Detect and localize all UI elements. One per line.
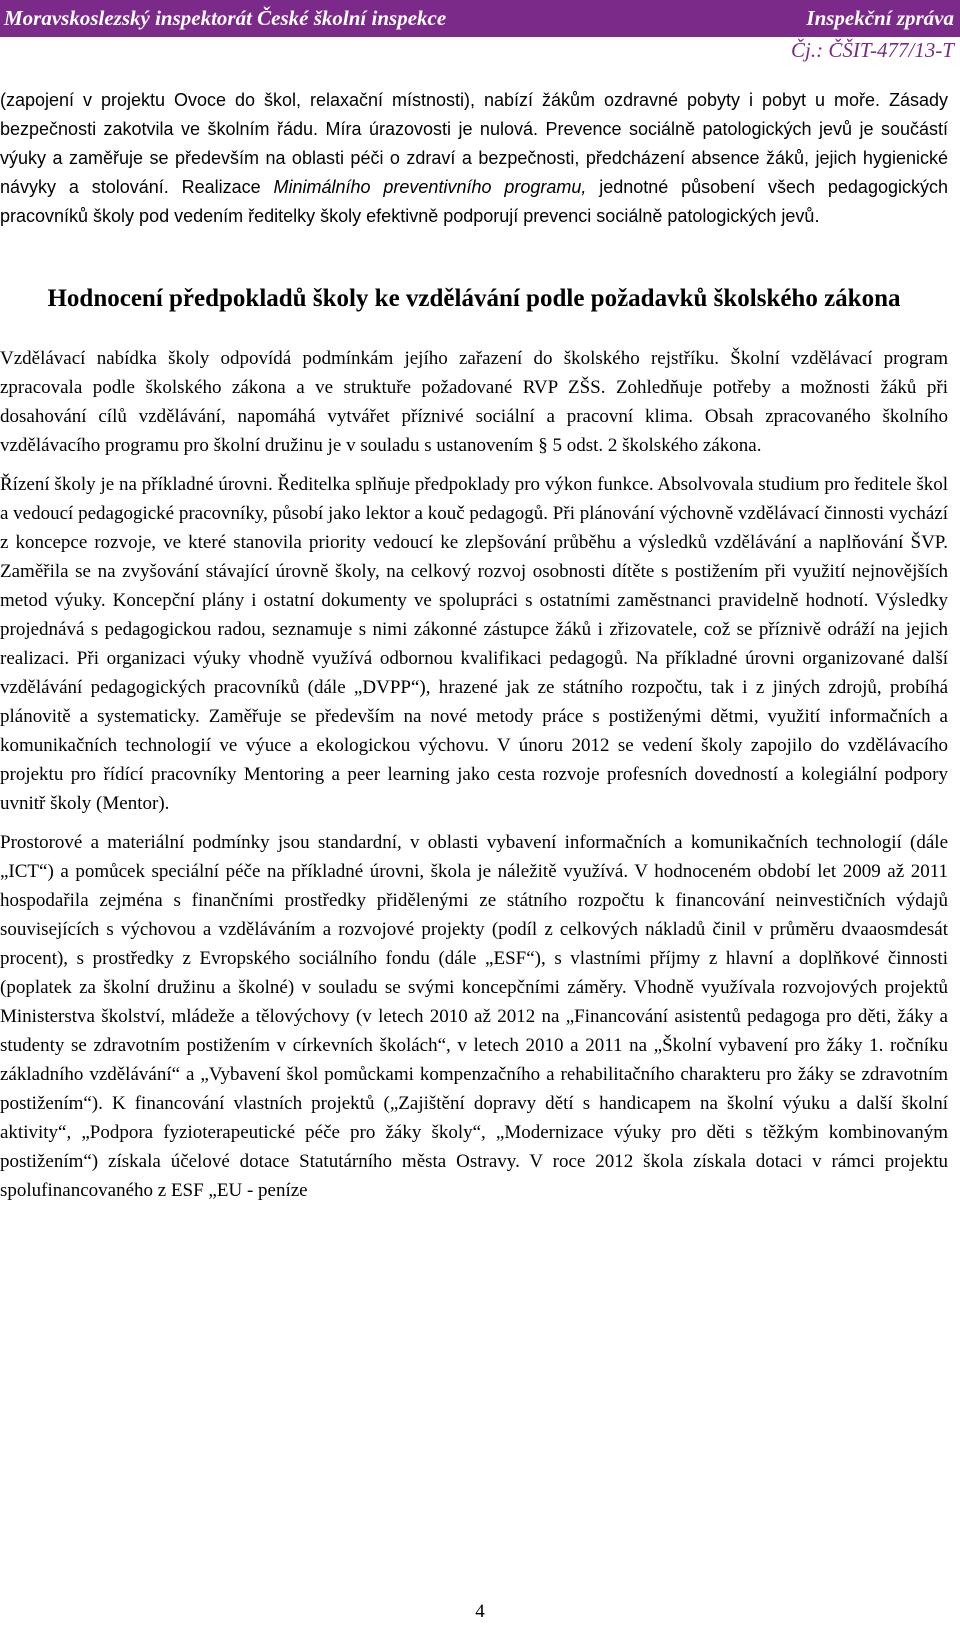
document-body bbox=[0, 86, 948, 1215]
intro-text-end: jednotné působení všech pedagogických pracovníků školy pod vedením ředitelky školy efektivně podporují prevenci sociálně patologických jevů. bbox=[0, 177, 948, 226]
header-reference-number: Čj.: ČŠIT-477/13-T bbox=[791, 38, 954, 62]
program-title-italic: Minimálního preventivního programu, bbox=[273, 177, 587, 197]
header-organization: Moravskoslezský inspektorát České školní inspekce bbox=[4, 6, 447, 30]
section-heading: Hodnocení předpokladů školy ke vzdělávání podle požadavků školského zákona bbox=[47, 285, 901, 312]
page-header bbox=[0, 0, 960, 74]
intro-paragraph bbox=[0, 86, 948, 231]
page-number: 4 bbox=[475, 1601, 485, 1622]
paragraph-school-management: Řízení školy je na příkladné úrovni. Ředitelka splňuje předpoklady pro výkon funkce. Absolvovala studium pro ředitele škol a vedoucí pedagogické pracovníky, působí jako lektor a kouč pedagogů. Při plánování výchovně vzdělávací činnosti vychází z koncepce rozvoje, ve které stanovila priority vedoucí ke zlepšování průběhu a výsledků vzdělávání a naplňování ŠVP. Zaměřila se na zvyšování stávající úrovně školy, na celkový rozvoj osobnosti dítěte s postižením při využití nejnovějších metod výuky. Koncepční plány i ostatní dokumenty ve spolupráci s ostatními zaměstnanci pravidelně hodnotí. Výsledky projednává s pedagogickou radou, seznamuje s nimi zákonné zástupce žáků i zřizovatele, což se příznivě odráží na jejich realizaci. Při organizaci výuky vhodně využívá odbornou kvalifikaci pedagogů. Na příkladné úrovni organizované další vzdělávání pedagogických pracovníků (dále „DVPP“), hrazené jak ze státního rozpočtu, tak i z jiných zdrojů, probíhá plánovitě a systematicky. Zaměřuje se především na nové metody práce s postiženými dětmi, využití informačních a komunikačních technologií ve výuce a ekologickou výchovu. V únoru 2012 se vedení školy zapojilo do vzdělávacího projektu pro řídící pracovníky Mentoring a peer learning jako cesta rozvoje profesních dovedností a kolegiální podpory uvnitř školy (Mentor). bbox=[0, 474, 948, 814]
paragraph-educational-offer: Vzdělávací nabídka školy odpovídá podmínkám jejího zařazení do školského rejstříku. Školní vzdělávací program zpracovala podle školského zákona a ve struktuře požadované RVP ZŠS. Zohledňuje potřeby a možnosti žáků při dosahování cílů vzdělávání, napomáhá vytvářet příznivé sociální a pracovní klima. Obsah zpracovaného školního vzdělávacího programu pro školní družinu je v souladu s ustanovením § 5 odst. 2 školského zákona. bbox=[0, 348, 948, 456]
header-document-type: Inspekční zpráva bbox=[806, 6, 954, 30]
paragraph-material-conditions: Prostorové a materiální podmínky jsou standardní, v oblasti vybavení informačních a komunikačních technologií (dále „ICT“) a pomůcek speciální péče na příkladné úrovni, škola je náležitě využívá. V hodnoceném období let 2009 až 2011 hospodařila zejména s finančními prostředky přidělenými ze státního rozpočtu k financování neinvestičních výdajů souvisejících s výchovou a vzděláváním a rozvojové projekty (podíl z celkových nákladů činil v průměru dvaaosmdesát procent), s prostředky z Evropského sociálního fondu (dále „ESF“), s vlastními příjmy z hlavní a doplňkové činnosti (poplatek za školní družinu a školné) v souladu se svými koncepčními záměry. Vhodně využívala rozvojových projektů Ministerstva školství, mládeže a tělovýchovy (v letech 2010 až 2012 na „Financování asistentů pedagoga pro děti, žáky a studenty se zdravotním postižením v církevních školách“, v letech 2010 a 2011 na „Školní vybavení pro žáky 1. ročníku základního vzdělávání“ a „Vybavení škol pomůckami kompenzačního a rehabilitačního charakteru pro žáky se zdravotním postižením“). K financování vlastních projektů („Zajištění dopravy dětí s handicapem na školní výuku a další školní aktivity“, „Podpora fyzioterapeutické péče pro žáky školy“, „Modernizace výuky pro děti s těžkým kombinovaným postižením“) získala účelové dotace Statutárního města Ostravy. V roce 2012 škola získala dotaci v rámci projektu spolufinancovaného z ESF „EU - peníze bbox=[0, 832, 948, 1201]
intro-text-start: (zapojení v projektu Ovoce do škol, relaxační místnosti), nabízí žákům ozdravné pobyty i pobyt u moře. Zásady bezpečnosti zakotvila ve školním řádu. Míra úrazovosti je nulová. Prevence sociálně patologických jevů je součástí výuky a zaměřuje se především na oblasti péči o zdraví a bezpečnosti, předcházení absence žáků, jejich hygienické návyky a stolování. Realizace bbox=[0, 90, 948, 197]
